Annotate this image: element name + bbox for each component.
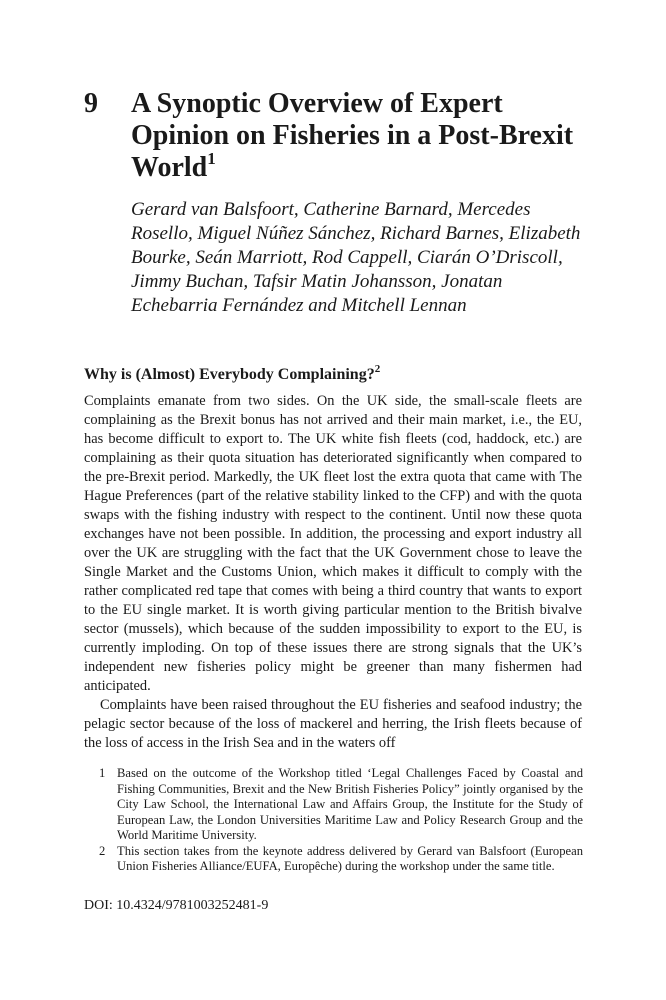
footnote-number: 2 — [99, 843, 106, 858]
section-heading-text: Why is (Almost) Everybody Complaining? — [84, 366, 375, 383]
chapter-number: 9 — [84, 88, 98, 119]
chapter-title — [131, 88, 591, 184]
footnote-number: 1 — [99, 766, 106, 780]
chapter-authors: Gerard van Balsfoort, Catherine Barnard, Mercedes Rosello, Miguel Núñez Sánchez, Richard Barnes, Elizabeth Bourke, Seán Marriott, Rod Cappell, Ciarán O’Driscoll, Jimmy Buchan, Tafsir Matin Johansson, Jonatan Echebarria Fernández and Mitchell Lennan — [131, 199, 581, 316]
footnote-text: This section takes from the keynote address delivered by Gerard van Balsfoort (European Union Fisheries Alliance/EUFA, Europêche) during the workshop under the same title. — [117, 843, 583, 873]
doi[interactable]: DOI: 10.4324/9781003252481-9 — [84, 898, 269, 913]
chapter-title-text: A Synoptic Overview of Expert Opinion on Fisheries in a Post-Brexit World — [131, 88, 574, 183]
chapter-title-footnote-ref[interactable]: 1 — [207, 149, 216, 168]
section-footnote-ref[interactable]: 2 — [374, 363, 381, 375]
section-heading — [84, 365, 584, 385]
body-text — [84, 392, 582, 753]
footnote — [99, 844, 583, 875]
footnote-text: Based on the outcome of the Workshop titled ‘Legal Challenges Faced by Coastal and Fishing Communities, Brexit and the New British Fisheries Policy” jointly organised by the City Law School, the International Law and Affairs Group, the Institute for the Study of European Law, the London Universities Maritime Law and Policy Research Group and the World Maritime University. — [117, 766, 583, 842]
footnote — [99, 766, 583, 844]
paragraph: Complaints emanate from two sides. On the UK side, the small-scale fleets are complaining as the Brexit bonus has not arrived and their main market, i.e., the EU, has become difficult to export to. The UK white fish fleets (cod, haddock, etc.) are complaining as their quota situation has deteriorated significantly when compared to the pre-Brexit period. Markedly, the UK fleet lost the extra quota that came with The Hague Preferences (part of the relative stability linked to the CFP) and with the quota swaps with the fishing industry with respect to the continent. Until now these quota exchanges have not been possible. In addition, the processing and export industry all over the UK are struggling with the fact that the UK Government chose to leave the Single Market and the Customs Union, which makes it difficult to comply with the rather complicated red tape that comes with being a third country that wants to export to the EU single market. It is worth giving particular mention to the British bivalve sector (mussels), which because of the sudden impossibility to export to the EU, is currently imploding. On top of these issues there are strong signals that the UK’s independent new fisheries policy might be greener than many fishermen had anticipated. — [84, 393, 582, 694]
footnotes — [99, 766, 583, 875]
paragraph: Complaints have been raised throughout the EU fisheries and seafood industry; the pelagic sector because of the loss of mackerel and herring, the Irish fleets because of the loss of access in the Irish Sea and in the waters off — [84, 697, 582, 751]
